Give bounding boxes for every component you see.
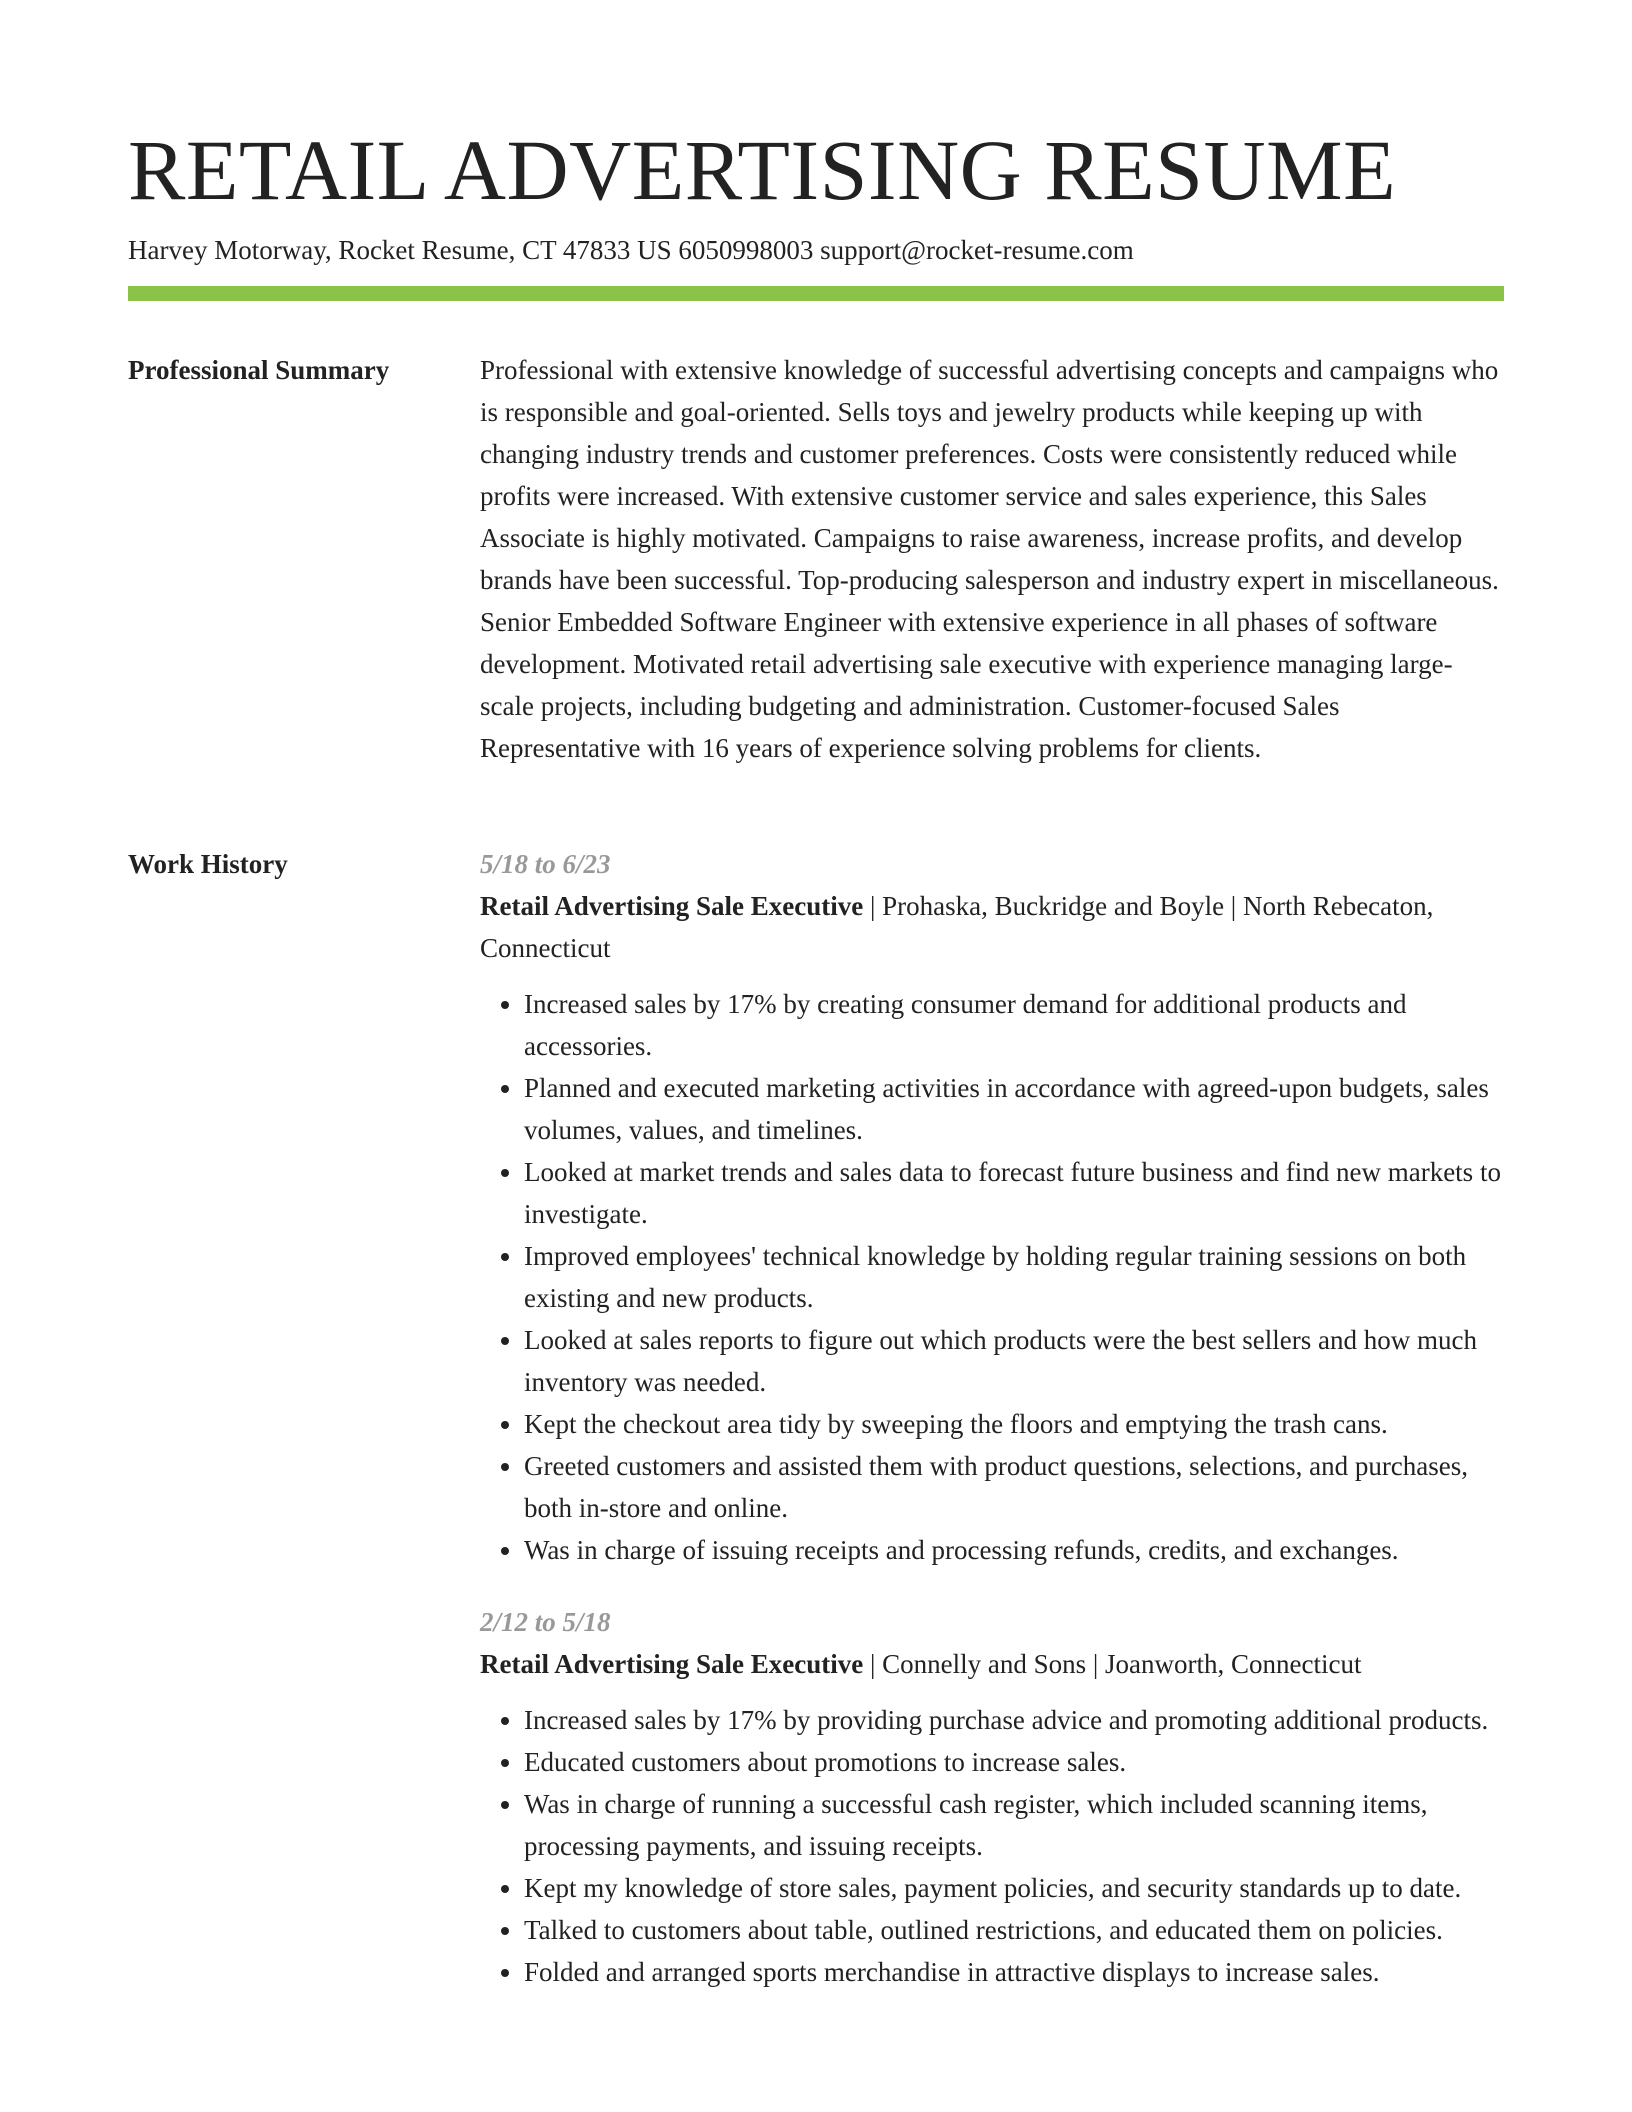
job-heading [480, 1643, 1504, 1685]
job-bullet-list [480, 1699, 1504, 1993]
job-employer-location: | Connelly and Sons | Joanworth, Connecticut [863, 1649, 1362, 1679]
job-title: Retail Advertising Sale Executive [480, 1649, 864, 1679]
job-heading [480, 885, 1504, 969]
job-dates: 2/12 to 5/18 [480, 1607, 611, 1637]
job-bullet: • Folded and arranged sports merchandise in attractive displays to increase sales. [524, 1951, 1504, 1993]
job-bullet: • Increased sales by 17% by providing purchase advice and promoting additional products. [524, 1699, 1504, 1741]
summary-heading: Professional Summary [128, 355, 390, 385]
summary-body [480, 349, 1504, 769]
job-bullet: • Kept the checkout area tidy by sweeping the floors and emptying the trash cans. [524, 1403, 1504, 1445]
job-employer-location: | Prohaska, Buckridge and Boyle | North Rebecaton, Connecticut [480, 891, 1434, 963]
job-bullet: • Educated customers about promotions to increase sales. [524, 1741, 1504, 1783]
job-bullet-list [480, 983, 1504, 1571]
job-bullet: • Kept my knowledge of store sales, payment policies, and security standards up to date. [524, 1867, 1504, 1909]
resume-title: RETAIL ADVERTISING RESUME [128, 122, 1397, 218]
job-entry [480, 1601, 1504, 1993]
job-dates: 5/18 to 6/23 [480, 849, 611, 879]
work-history-body [480, 843, 1504, 2023]
job-bullet: • Improved employees' technical knowledge by holding regular training sessions on both existing and new products. [524, 1235, 1504, 1319]
job-bullet: • Looked at market trends and sales data to forecast future business and find new markets to investigate. [524, 1151, 1504, 1235]
job-title: Retail Advertising Sale Executive [480, 891, 864, 921]
job-entry [480, 843, 1504, 1571]
job-bullet: • Looked at sales reports to figure out which products were the best sellers and how much inventory was needed. [524, 1319, 1504, 1403]
job-bullet: • Greeted customers and assisted them with product questions, selections, and purchases, both in-store and online. [524, 1445, 1504, 1529]
work-history-heading: Work History [128, 849, 288, 879]
job-bullet: • Increased sales by 17% by creating consumer demand for additional products and accessories. [524, 983, 1504, 1067]
job-bullet: • Was in charge of issuing receipts and processing refunds, credits, and exchanges. [524, 1529, 1504, 1571]
job-bullet: • Talked to customers about table, outlined restrictions, and educated them on policies. [524, 1909, 1504, 1951]
job-bullet: • Planned and executed marketing activities in accordance with agreed-upon budgets, sales volumes, values, and timelines. [524, 1067, 1504, 1151]
job-bullet: • Was in charge of running a successful cash register, which included scanning items, processing payments, and issuing receipts. [524, 1783, 1504, 1867]
summary-text: Professional with extensive knowledge of successful advertising concepts and campaigns who is responsible and goal-oriented. Sells toys and jewelry products while keeping up with changing industry trends and customer preferences. Costs were consistently reduced while profits were increased. With extensive customer service and sales experience, this Sales Associate is highly motivated. Campaigns to raise awareness, increase profits, and develop brands have been successful. Top-producing salesperson and industry expert in miscellaneous. Senior Embedded Software Engineer with extensive experience in all phases of software development. Motivated retail advertising sale executive with experience managing large-scale projects, including budgeting and administration. Customer-focused Sales Representative with 16 years of experience solving problems for clients. [480, 355, 1499, 763]
contact-line: Harvey Motorway, Rocket Resume, CT 47833 US 6050998003 support@rocket-resume.com [128, 235, 1134, 265]
header-divider [128, 286, 1504, 301]
